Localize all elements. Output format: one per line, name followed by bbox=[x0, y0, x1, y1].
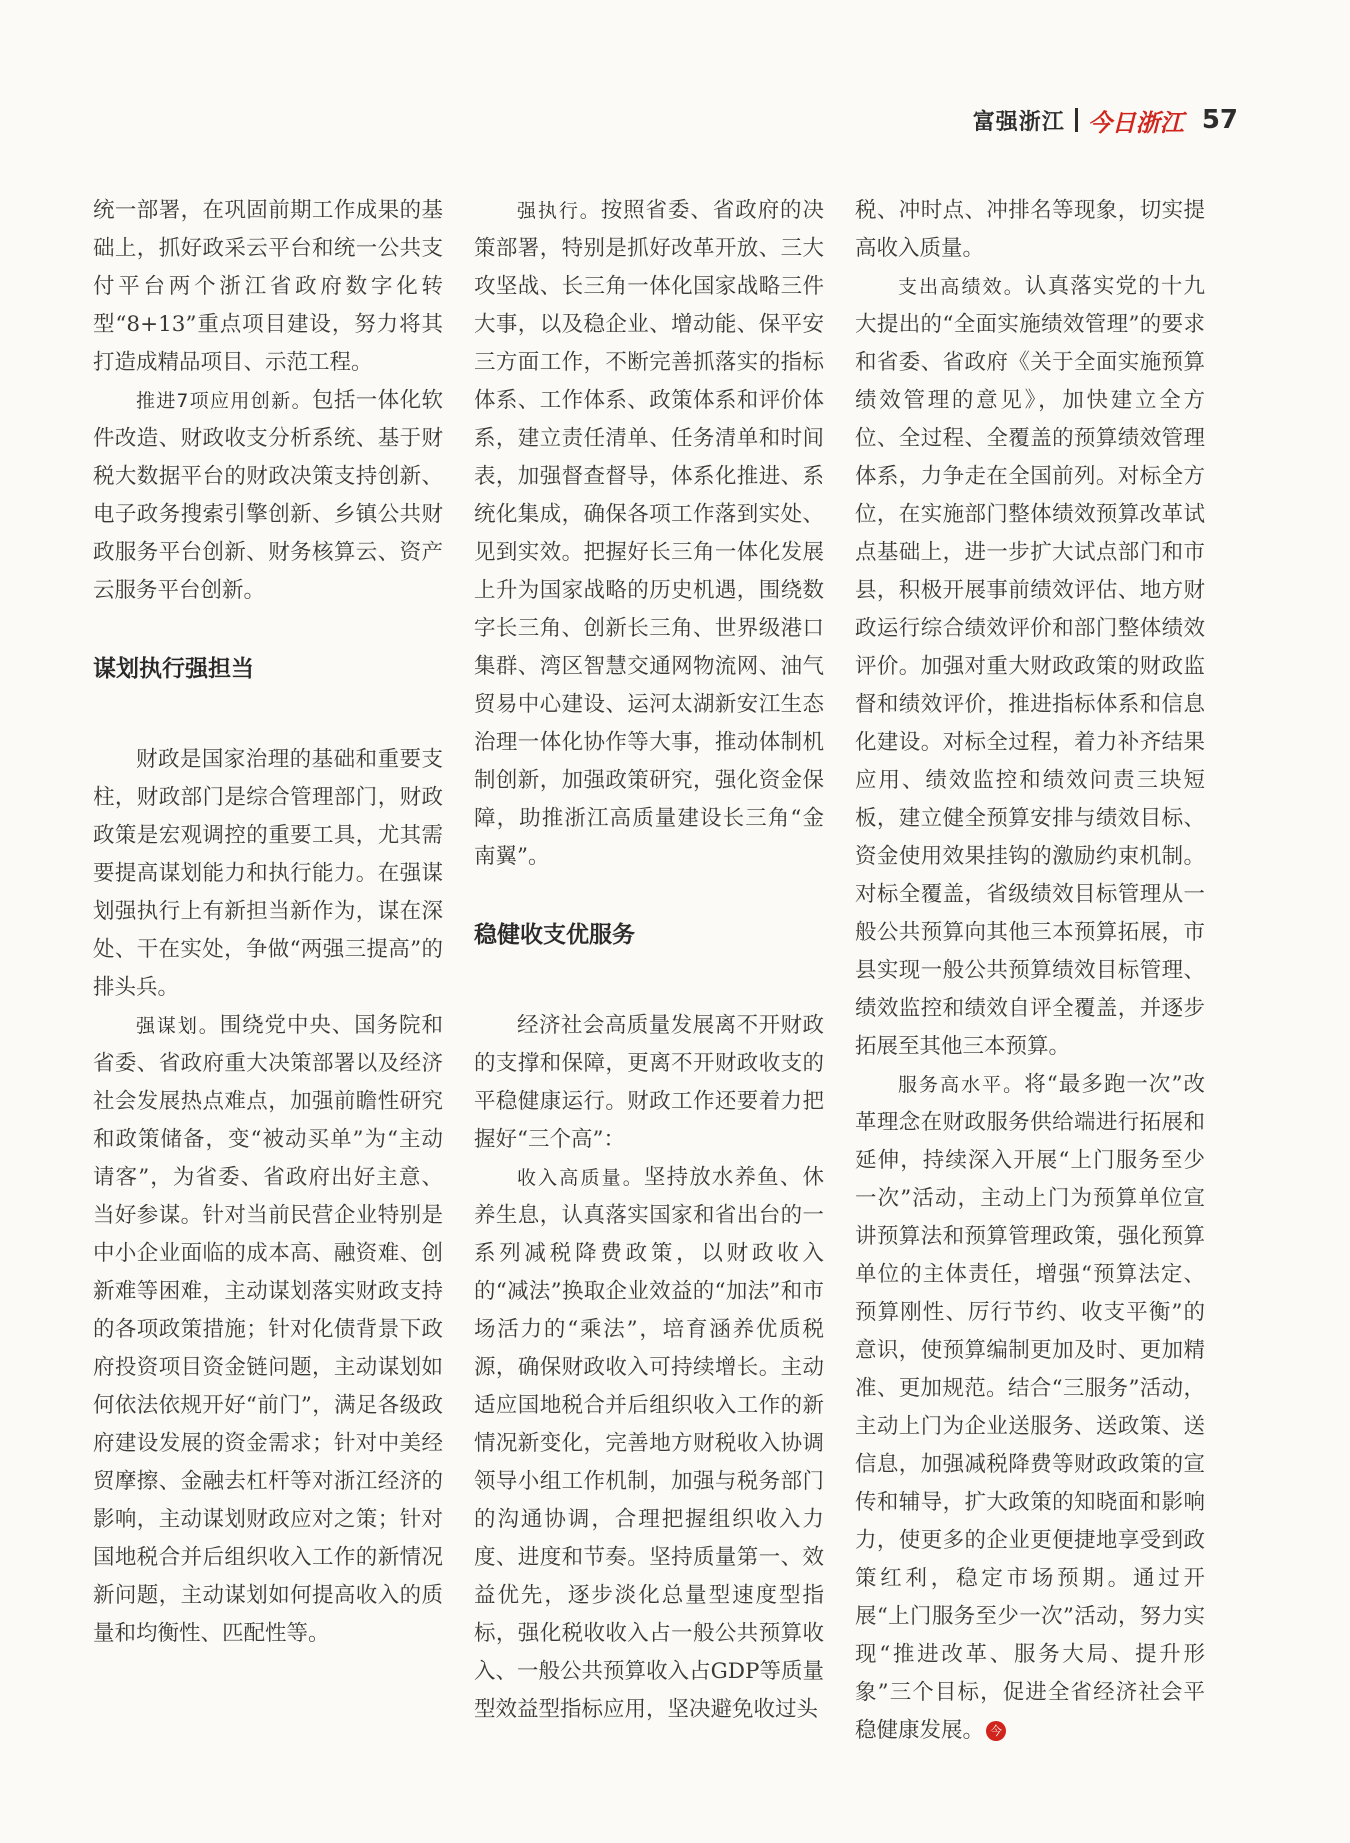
paragraph bbox=[93, 1007, 443, 1653]
paragraph bbox=[855, 1066, 1205, 1750]
section-heading: 稳健收支优服务 bbox=[474, 922, 635, 948]
paragraph: 经济社会高质量发展离不开财政的支撑和保障，更离不开财政收支的平稳健康运行。财政工作还要着力把握好“三个高”： bbox=[474, 1013, 824, 1152]
end-mark-icon: 今 bbox=[986, 1721, 1006, 1741]
paragraph-lead: 支出高绩效。 bbox=[898, 276, 1025, 298]
paragraph bbox=[474, 192, 824, 876]
paragraph-body: 认真落实党的十九大提出的“全面实施绩效管理”的要求和省委、省政府《关于全面实施预算绩效管理的意见》，加快建立全方位、全过程、全覆盖的预算绩效管理体系，力争走在全国前列。对标全方位，在实施部门整体绩效预算改革试点基础上，进一步扩大试点部门和市县，积极开展事前绩效评估、地方财政运行综合绩效评价和部门整体绩效评价。加强对重大财政政策的财政监督和绩效评价，推进指标体系和信息化建设。对标全过程，着力补齐结果应用、绩效监控和绩效问责三块短板，建立健全预算安排与绩效目标、资金使用效果挂钩的激励约束机制。对标全覆盖，省级绩效目标管理从一般公共预算向其他三本预算拓展，市县实现一般公共预算绩效目标管理、绩效监控和绩效自评全覆盖，并逐步拓展至其他三本预算。 bbox=[855, 274, 1205, 1059]
paragraph-lead: 强执行。 bbox=[517, 200, 601, 222]
paragraph: 财政是国家治理的基础和重要支柱，财政部门是综合管理部门，财政政策是宏观调控的重要工具，尤其需要提高谋划能力和执行能力。在强谋划强执行上有新担当新作为，谋在深处、干在实处，争做“两强三提高”的排头兵。 bbox=[93, 747, 443, 1000]
paragraph-lead: 推进7项应用创新。 bbox=[136, 390, 312, 412]
article-column-3 bbox=[855, 192, 1205, 1750]
paragraph-body: 围绕党中央、国务院和省委、省政府重大决策部署以及经济社会发展热点难点，加强前瞻性研究和政策储备，变“被动买单”为“主动请客”，为省委、省政府出好主意、当好参谋。针对当前民营企业特别是中小企业面临的成本高、融资难、创新难等困难，主动谋划落实财政支持的各项政策措施；针对化债背景下政府投资项目资金链问题，主动谋划如何依法依规开好“前门”，满足各级政府建设发展的资金需求；针对中美经贸摩擦、金融去杠杆等对浙江经济的影响，主动谋划财政应对之策；针对国地税合并后组织收入工作的新情况新问题，主动谋划如何提高收入的质量和均衡性、匹配性等。 bbox=[93, 1013, 443, 1646]
page-number: 57 bbox=[1201, 105, 1238, 135]
section-title: 富强浙江 bbox=[972, 109, 1065, 135]
paragraph bbox=[474, 1159, 824, 1729]
article-column-1 bbox=[93, 192, 443, 1653]
paragraph bbox=[93, 382, 443, 610]
paragraph bbox=[855, 268, 1205, 1066]
paragraph-lead: 收入高质量。 bbox=[517, 1167, 644, 1189]
paragraph: 税、冲时点、冲排名等现象，切实提高收入质量。 bbox=[855, 198, 1205, 261]
page-header bbox=[973, 104, 1238, 136]
section-heading: 谋划执行强担当 bbox=[93, 656, 254, 682]
header-divider bbox=[1075, 108, 1078, 132]
paragraph-lead: 服务高水平。 bbox=[898, 1074, 1025, 1096]
paragraph-lead: 强谋划。 bbox=[136, 1015, 220, 1037]
paragraph: 统一部署，在巩固前期工作成果的基础上，抓好政采云平台和统一公共支付平台两个浙江省政府数字化转型“8+13”重点项目建设，努力将其打造成精品项目、示范工程。 bbox=[93, 198, 443, 375]
article-column-2 bbox=[474, 192, 824, 1729]
paragraph-body: 包括一体化软件改造、财政收支分析系统、基于财税大数据平台的财政决策支持创新、电子政务搜索引擎创新、乡镇公共财政服务平台创新、财务核算云、资产云服务平台创新。 bbox=[93, 388, 443, 603]
magazine-logo: 今日浙江 bbox=[1087, 107, 1184, 137]
paragraph-body: 坚持放水养鱼、休养生息，认真落实国家和省出台的一系列减税降费政策，以财政收入的“减法”换取企业效益的“加法”和市场活力的“乘法”，培育涵养优质税源，确保财政收入可持续增长。主动适应国地税合并后组织收入工作的新情况新变化，完善地方财税收入协调领导小组工作机制，加强与税务部门的沟通协调，合理把握组织收入力度、进度和节奏。坚持质量第一、效益优先，逐步淡化总量型速度型指标，强化税收收入占一般公共预算收入、一般公共预算收入占GDP等质量型效益型指标应用，坚决避免收过头 bbox=[474, 1165, 824, 1722]
paragraph-body: 按照省委、省政府的决策部署，特别是抓好改革开放、三大攻坚战、长三角一体化国家战略三件大事，以及稳企业、增动能、保平安三方面工作，不断完善抓落实的指标体系、工作体系、政策体系和评价体系，建立责任清单、任务清单和时间表，加强督查督导，体系化推进、系统化集成，确保各项工作落到实处、见到实效。把握好长三角一体化发展上升为国家战略的历史机遇，围绕数字长三角、创新长三角、世界级港口集群、湾区智慧交通网物流网、油气贸易中心建设、运河太湖新安江生态治理一体化协作等大事，推动体制机制创新，加强政策研究，强化资金保障，助推浙江高质量建设长三角“金南翼”。 bbox=[474, 198, 824, 869]
paragraph-body: 将“最多跑一次”改革理念在财政服务供给端进行拓展和延伸，持续深入开展“上门服务至少一次”活动，主动上门为预算单位宣讲预算法和预算管理政策，强化预算单位的主体责任，增强“预算法定、预算刚性、厉行节约、收支平衡”的意识，使预算编制更加及时、更加精准、更加规范。结合“三服务”活动，主动上门为企业送服务、送政策、送信息，加强减税降费等财政政策的宣传和辅导，扩大政策的知晓面和影响力，使更多的企业更便捷地享受到政策红利，稳定市场预期。通过开展“上门服务至少一次”活动，努力实现“推进改革、服务大局、提升形象”三个目标，促进全省经济社会平稳健康发展。 bbox=[855, 1072, 1205, 1743]
